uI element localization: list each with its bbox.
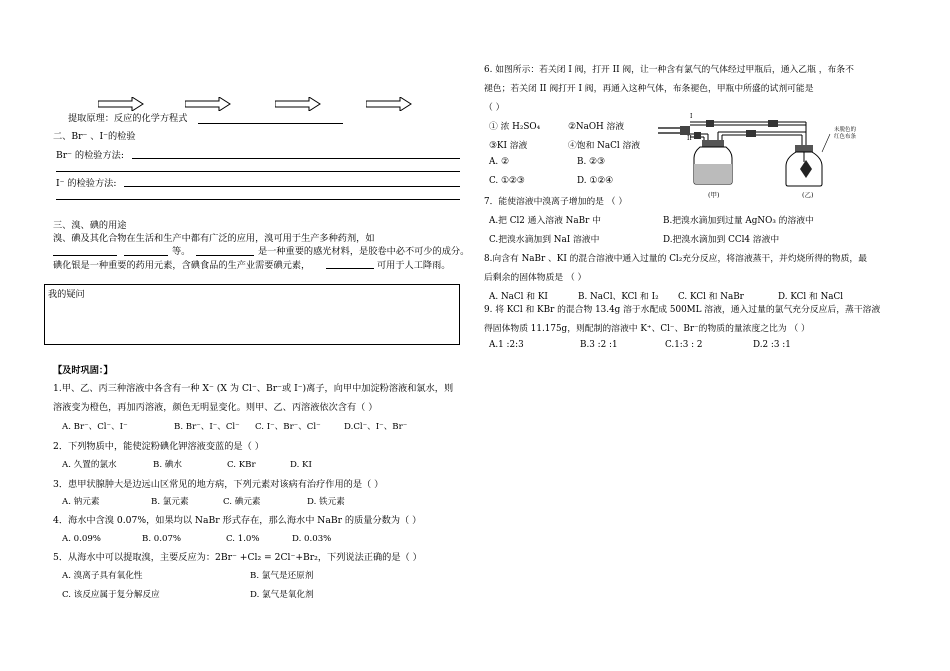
question-1-option-a[interactable]: A. Br⁻、Cl⁻、I⁻ <box>62 422 128 432</box>
question-6-line-1: 6. 如图所示：若关闭 I 阀，打开 II 阀，让一种含有氯气的气体经过甲瓶后，通入乙瓶 ，布条不 <box>484 65 854 75</box>
question-9-option-c[interactable]: C.1:3 : 2 <box>665 340 703 350</box>
question-5-option-a[interactable]: A. 溴离子具有氧化性 <box>62 571 143 581</box>
figure-note-line-1: 未脱色的 <box>834 127 857 133</box>
question-4: 4．海水中含溴 0.07%，如果均以 NaBr 形式存在，那么海水中 NaBr 的质量分数为（ ） <box>53 515 422 526</box>
question-4-option-d[interactable]: D. 0.03% <box>292 534 332 544</box>
question-3-option-c[interactable]: C. 碘元素 <box>223 497 261 507</box>
question-6-item-3: ③KI 溶液 <box>489 141 528 151</box>
question-1-option-d[interactable]: D.Cl⁻、I⁻、Br⁻ <box>344 422 408 432</box>
uses-paragraph-line-3b: 可用于人工降雨。 <box>377 260 451 271</box>
question-6-option-d[interactable]: D. ①②④ <box>577 176 613 186</box>
question-7: 7．能使溶液中溴离子增加的是 （ ） <box>484 197 628 207</box>
question-8-line-1: 8.向含有 NaBr 、KI 的混合溶液中通入过量的 Cl₂充分反应，将溶液蒸干，并灼烧所得的物质，最 <box>484 254 867 264</box>
question-4-option-a[interactable]: A. 0.09% <box>62 534 101 544</box>
question-2-option-c[interactable]: C. KBr <box>227 460 256 470</box>
uses-paragraph-line-3a: 碘化银是一种重要的药用元素，含碘食品的生产业需要碘元素， <box>53 260 311 271</box>
question-6-option-b[interactable]: B. ②③ <box>577 157 605 167</box>
question-8-option-d[interactable]: D. KCl 和 NaCl <box>778 292 844 302</box>
question-8-option-a[interactable]: A. NaCl 和 KI <box>489 292 548 302</box>
question-2-option-a[interactable]: A. 久置的氯水 <box>62 460 117 470</box>
question-4-option-b[interactable]: B. 0.07% <box>142 534 182 544</box>
flow-arrow-icon <box>275 97 321 111</box>
question-9-line-1: 9. 将 KCl 和 KBr 的混合物 13.4g 溶于水配成 500ML 溶液，通入过量的氯气充分反应后，蒸干溶液 <box>484 305 881 315</box>
question-7-option-a[interactable]: A.把 Cl2 通入溶液 NaBr 中 <box>489 216 601 226</box>
question-3-option-a[interactable]: A. 钠元素 <box>62 497 100 507</box>
question-6-option-a[interactable]: A. ② <box>489 157 509 167</box>
section-2-title: 二、Br⁻ 、I⁻的检验 <box>53 131 136 142</box>
answer-blank <box>56 171 460 172</box>
question-6-item-2: ②NaOH 溶液 <box>568 122 625 132</box>
question-3-option-b[interactable]: B. 氯元素 <box>151 497 189 507</box>
figure-note-line-2: 红色布条 <box>834 134 857 140</box>
i-test-method: I⁻ 的检验方法: <box>56 178 117 189</box>
question-8-option-b[interactable]: B. NaCl、KCl 和 I₂ <box>578 292 659 302</box>
valve-1-label: I <box>690 113 693 120</box>
question-8-line-2: 后剩余的固体物质是 （ ） <box>484 273 587 283</box>
extraction-principle: 提取原理：反应的化学方程式 <box>68 113 188 124</box>
question-5-option-c[interactable]: C. 该反应属于复分解反应 <box>62 590 160 600</box>
question-9-line-2: 得固体物质 11.175g，则配制的溶液中 K⁺、Cl⁻、Br⁻的物质的量浓度之比为 （ ） <box>484 324 810 334</box>
question-6-option-c[interactable]: C. ①②③ <box>489 176 525 186</box>
answer-blank <box>326 268 374 269</box>
question-4-option-c[interactable]: C. 1.0% <box>226 534 260 544</box>
question-8-option-c[interactable]: C. KCl 和 NaBr <box>678 292 744 302</box>
question-9-option-a[interactable]: A.1 :2:3 <box>489 340 524 350</box>
question-9-option-b[interactable]: B.3 :2 :1 <box>580 340 618 350</box>
bottle-yi-label: (乙) <box>802 191 814 199</box>
flow-arrow-icon <box>98 97 144 111</box>
question-6-line-3: （ ） <box>484 103 505 113</box>
question-7-option-d[interactable]: D.把溴水滴加到 CCl4 溶液中 <box>663 235 780 245</box>
question-5-option-b[interactable]: B. 氯气是还原剂 <box>250 571 314 581</box>
answer-blank <box>53 255 117 256</box>
question-7-option-b[interactable]: B.把溴水滴加到过量 AgNO₃ 的溶液中 <box>663 216 814 226</box>
question-9-option-d[interactable]: D.2 :3 :1 <box>753 340 791 350</box>
uses-paragraph-line-2b: 是一种重要的感光材料，是胶卷中必不可少的成分。 <box>258 246 470 257</box>
question-7-option-c[interactable]: C.把溴水滴加到 NaI 溶液中 <box>489 235 600 245</box>
question-6-item-1: ① 浓 H₂SO₄ <box>489 122 541 132</box>
question-6-line-2: 褪色；若关闭 II 阀打开 I 阀，再通入这种气体，布条褪色，甲瓶中所盛的试剂可能是 <box>484 84 814 94</box>
valve-icon <box>706 120 714 127</box>
uses-paragraph-line-1: 溴、碘及其化合物在生活和生产中都有广泛的应用，溴可用于生产多种药剂，如 <box>53 233 375 244</box>
question-3-option-d[interactable]: D. 铁元素 <box>307 497 345 507</box>
answer-blank <box>124 255 168 256</box>
uses-paragraph-line-2a: 等。 <box>172 246 191 257</box>
question-1-option-c[interactable]: C. I⁻、Br⁻、Cl⁻ <box>255 422 321 432</box>
question-2-option-b[interactable]: B. 碘水 <box>153 460 182 470</box>
answer-blank <box>132 158 460 159</box>
answer-blank <box>196 255 254 256</box>
answer-blank <box>198 123 343 124</box>
bottle-jia-label: (甲) <box>708 191 720 199</box>
answer-blank <box>56 199 460 200</box>
consolidation-heading: 【及时巩固：】 <box>53 365 113 376</box>
question-5: 5．从海水中可以提取溴，主要反应为：2Br⁻ +Cl₂ = 2Cl⁻+Br₂，下列说法正确的是（ ） <box>53 552 422 563</box>
question-2: 2．下列物质中，能使淀粉碘化钾溶液变蓝的是（ ） <box>53 441 264 452</box>
valve-2-label: II <box>687 135 692 142</box>
flow-arrow-icon <box>185 97 231 111</box>
gas-washing-apparatus-diagram <box>656 112 848 190</box>
my-questions-box[interactable] <box>44 284 460 345</box>
flow-arrow-icon <box>366 97 412 111</box>
section-3-title: 三、溴、碘的用途 <box>53 220 127 231</box>
question-6-item-4: ④饱和 NaCl 溶液 <box>568 141 641 151</box>
br-test-method: Br⁻ 的检验方法: <box>56 150 124 161</box>
question-3: 3．患甲状腺肿大是边远山区常见的地方病，下列元素对该病有治疗作用的是（ ） <box>53 479 384 490</box>
question-5-option-d[interactable]: D. 氯气是氧化剂 <box>250 590 314 600</box>
answer-blank <box>124 186 460 187</box>
question-1-line-1: 1.甲、乙、丙三种溶液中各含有一种 X⁻ (X 为 Cl⁻、Br⁻或 I⁻)离子，向甲中加淀粉溶液和氯水，则 <box>53 383 454 394</box>
question-1-line-2: 溶液变为橙色，再加丙溶液，颜色无明显变化。则甲、乙、丙溶液依次含有（ ） <box>53 402 378 413</box>
my-questions-label: 我的疑问 <box>48 289 85 300</box>
question-2-option-d[interactable]: D. KI <box>290 460 312 470</box>
question-1-option-b[interactable]: B. Br⁻、I⁻、Cl⁻ <box>174 422 240 432</box>
